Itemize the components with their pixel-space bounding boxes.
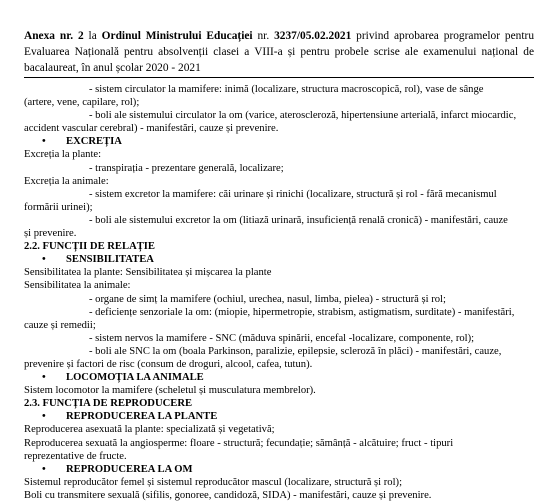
text-line: Sistem locomotor la mamifere (scheletul și musculatura membrelor).: [24, 385, 316, 397]
bullet-icon: •: [42, 372, 46, 384]
bullet-heading: • LOCOMOȚIA LA ANIMALE: [42, 372, 204, 384]
text-line: Sensibilitatea la plante: Sensibilitatea și mișcarea la plante: [24, 267, 272, 279]
bullet-icon: •: [42, 463, 46, 475]
text-line: - boli ale SNC la om (boala Parkinson, paralizie, epilepsie, scleroză în plăci) - manifestări, cauze,: [89, 345, 502, 357]
bullet-heading: • EXCREȚIA: [42, 136, 122, 148]
order-number: 3237/05.02.2021: [274, 30, 352, 42]
section-heading: 2.2. FUNCȚII DE RELAȚIE: [24, 241, 155, 253]
document-body: [24, 83, 534, 502]
header-divider: [24, 77, 534, 78]
section-heading: 2.3. FUNCȚIA DE REPRODUCERE: [24, 398, 193, 410]
document-header: Anexa nr. 2 la Ordinul Ministrului Educației nr. 3237/05.02.2021 privind aprobarea programelor pentru Evaluarea Națională pentru absolvenții clasei a VIII-a și pentru probele scrise ale examenului național de bacalaureat, în anul școlar 2020 - 2021: [24, 30, 535, 74]
text-line: - boli ale sistemului circulator la om (varice, ateroscleroză, hipertensiune arterială, infarct miocardic,: [89, 110, 517, 122]
bullet-heading: • REPRODUCEREA LA OM: [42, 463, 193, 475]
text-line: - organe de simț la mamifere (ochiul, urechea, nasul, limba, pielea) - structură și rol;: [89, 293, 446, 305]
text-line: - deficiențe senzoriale la om: (miopie, hipermetropie, strabism, astigmatism, surditate) - manifestări,: [89, 306, 515, 318]
text-line: Excreția la animale:: [24, 175, 109, 187]
bullet-icon: •: [42, 254, 46, 266]
text-line: și prevenire.: [24, 228, 77, 240]
text-line: - sistem excretor la mamifere: căi urinare și rinichi (localizare, structură și rol - fără mecanismul: [89, 188, 497, 200]
text-line: Boli cu transmitere sexuală (sifilis, gonoree, candidoză, SIDA) - manifestări, cauze și prevenire.: [24, 489, 432, 501]
text-line: (artere, vene, capilare, rol);: [24, 97, 140, 109]
text-line: Sistemul reproducător femel și sistemul reproducător mascul (localizare, structură și rol);: [24, 476, 403, 488]
text-line: cauze și remedii;: [24, 319, 96, 331]
bullet-icon: •: [42, 136, 46, 148]
text-line: - boli ale sistemului excretor la om (litiază urinară, insuficiență renală cronică) - manifestări, cauze: [89, 214, 508, 226]
text-line: Sensibilitatea la animale:: [24, 280, 131, 292]
text-line: Reproducerea asexuată la plante: specializată și vegetativă;: [24, 424, 275, 436]
annex-number: Anexa nr. 2: [24, 30, 84, 42]
text-line: formării urinei);: [24, 201, 93, 213]
header-description: privind aprobarea programelor pentru Evaluarea Națională pentru absolvenții clasei a VIII-a și pentru probele scrise ale examenului național de bacalaureat, în anul școlar 2020 - 2021: [24, 30, 535, 74]
text-line: prevenire și factori de risc (consum de droguri, alcool, cafea, tutun).: [24, 358, 313, 370]
text-line: - sistem nervos la mamifere - SNC (măduva spinării, encefal -localizare, componente, rol);: [89, 332, 475, 344]
bullet-icon: •: [42, 411, 46, 423]
text-line: reprezentative de fructe.: [24, 450, 127, 462]
text-line: Reproducerea sexuată la angiosperme: floare - structură; fecundație; sămânță - alcătuire; fruct - tipuri: [24, 437, 454, 449]
bullet-heading: • REPRODUCEREA LA PLANTE: [42, 411, 218, 423]
text-line: - sistem circulator la mamifere: inimă (localizare, structura macroscopică, rol), vase de sânge: [89, 84, 484, 95]
text-line: - transpirația - prezentare generală, localizare;: [89, 162, 284, 174]
text-line: Excreția la plante:: [24, 149, 102, 161]
order-title: Ordinul Ministrului Educației: [101, 30, 253, 42]
text-line: accident vascular cerebral) - manifestări, cauze și prevenire.: [24, 123, 279, 135]
bullet-heading: • SENSIBILITATEA: [42, 254, 154, 266]
